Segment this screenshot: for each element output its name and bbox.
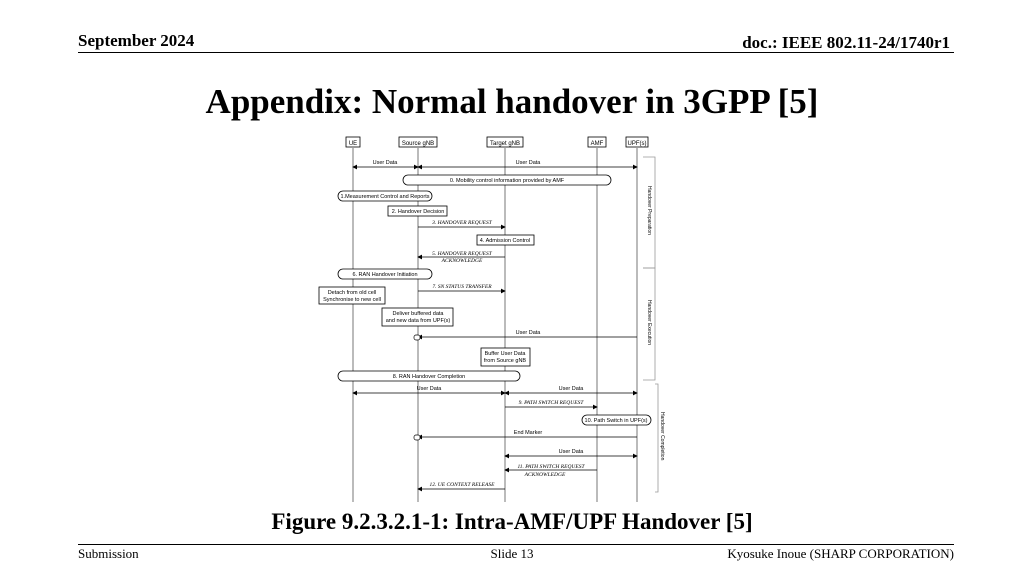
- step1-label: 1.Measurement Control and Reports: [340, 194, 430, 200]
- step4-label: 4. Admission Control: [479, 238, 531, 244]
- footer-divider: [78, 544, 954, 545]
- step7-label: 7. SN STATUS TRANSFER: [432, 284, 492, 290]
- slide-title: Appendix: Normal handover in 3GPP [5]: [205, 82, 819, 121]
- entity-amf-label: AMF: [590, 141, 604, 147]
- footer-author: Kyosuke Inoue (SHARP CORPORATION): [727, 546, 954, 561]
- footer-submission: Submission: [78, 546, 139, 561]
- footer-slide-number: Slide 13: [490, 546, 534, 561]
- msg-user-data-3-label: User Data: [515, 330, 541, 336]
- step3-label: 3. HANDOVER REQUEST: [432, 220, 492, 226]
- figure-caption: Figure 9.2.3.2.1-1: Intra-AMF/UPF Handover [5]: [271, 509, 753, 534]
- entity-ue: [346, 137, 360, 147]
- step11-label-line1: 11. PATH SWITCH REQUEST: [517, 464, 585, 470]
- msg-user-data-4-label: User Data: [416, 386, 442, 392]
- entity-ue-label: UE: [348, 141, 358, 147]
- phase-completion-label: Handover Completion: [659, 412, 665, 461]
- entity-upf-label: UPF(s): [627, 141, 647, 147]
- deliver-label-line1: Deliver buffered data: [392, 311, 444, 317]
- msg-user-data-5-label: User Data: [558, 386, 584, 392]
- msg-user-data-1-label: User Data: [372, 160, 398, 166]
- entity-source-gnb: [399, 137, 437, 147]
- step2-label: 2. Handover Decision: [391, 209, 445, 215]
- header-doc-id: doc.: IEEE 802.11-24/1740r1: [742, 33, 950, 52]
- phase-execution-label: Handover Execution: [646, 300, 652, 346]
- step10-label: 10. Path Switch in UPF(s): [584, 418, 648, 424]
- entity-target-gnb-label: Target gNB: [489, 141, 521, 147]
- msg-user-data-2-label: User Data: [515, 160, 541, 166]
- step9-label: 9. PATH SWITCH REQUEST: [518, 400, 584, 406]
- entity-upf: [626, 137, 648, 147]
- detach-label-line2: Synchronise to new cell: [323, 297, 381, 303]
- step8-label: 8. RAN Handover Completion: [392, 374, 466, 380]
- step5-label-line1: 5. HANDOVER REQUEST: [432, 251, 492, 257]
- header-date: September 2024: [78, 31, 195, 50]
- entity-target-gnb: [487, 137, 523, 147]
- step5-label-line2: ACKNOWLEDGE: [441, 258, 483, 264]
- detach-label-line1: Detach from old cell: [327, 290, 377, 296]
- forward-loop-2: [414, 435, 420, 440]
- completion-bracket: [655, 384, 658, 492]
- end-marker-label: End Marker: [513, 430, 543, 436]
- step12-label: 12. UE CONTEXT RELEASE: [429, 482, 495, 488]
- msg-user-data-6-label: User Data: [558, 449, 584, 455]
- forward-loop-1: [414, 335, 420, 340]
- buffer-label-line2: from Source gNB: [483, 358, 527, 364]
- step6-label: 6. RAN Handover Initiation: [352, 272, 418, 278]
- step0-label: 0. Mobility control information provided by AMF: [449, 178, 565, 184]
- entity-source-gnb-label: Source gNB: [401, 141, 435, 147]
- buffer-label-line1: Buffer User Data: [484, 351, 526, 357]
- deliver-label-line2: and new data from UPF(s): [385, 318, 451, 324]
- step11-label-line2: ACKNOWLEDGE: [524, 472, 566, 478]
- phase-preparation-label: Handover Preparation: [646, 186, 652, 235]
- entity-amf: [588, 137, 606, 147]
